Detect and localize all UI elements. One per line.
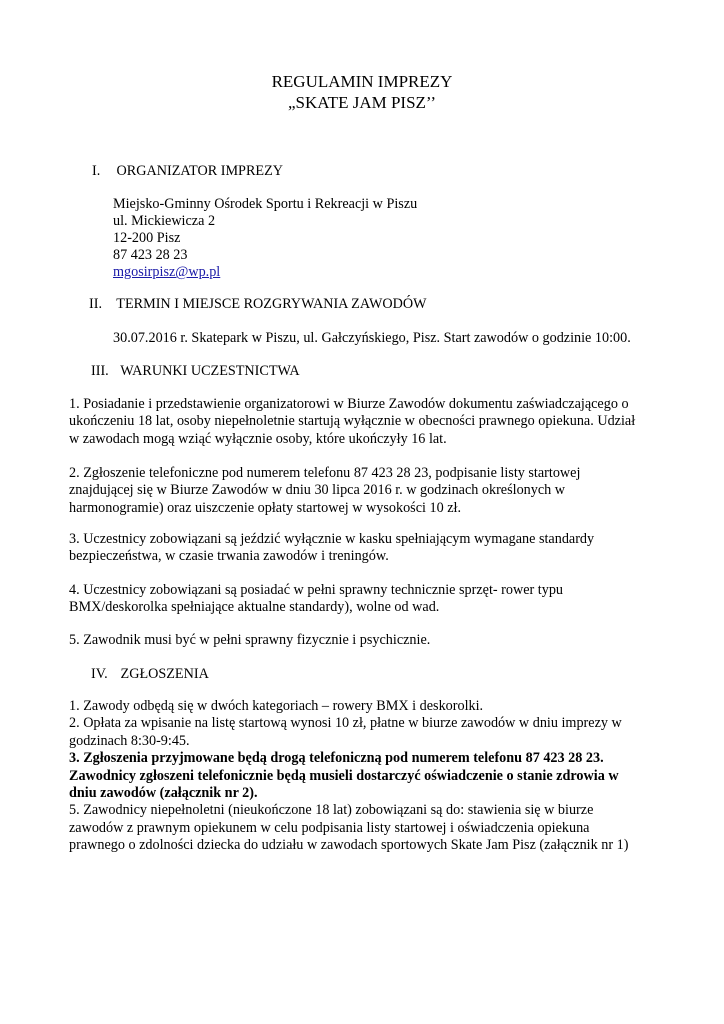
section-4-title: ZGŁOSZENIA (120, 666, 209, 682)
registration-line: zawodów z prawnym opiekunem w celu podpisania listy startowej i oświadczenia opiekuna (69, 819, 590, 836)
organizer-street: ul. Mickiewicza 2 (113, 213, 216, 229)
registration-line: 1. Zawody odbędą się w dwóch kategoriach – rowery BMX i deskorolki. (69, 698, 484, 714)
organizer-city: 12-200 Pisz (113, 230, 181, 246)
condition-5 (69, 632, 659, 649)
condition-2-line: znajdującej się w Biurze Zawodów w dniu 30 lipca 2016 r. w godzinach określonych w (69, 482, 566, 499)
section-3-numeral: III. (91, 363, 109, 379)
organizer-name: Miejsko-Gminny Ośrodek Sportu i Rekreacji w Piszu (113, 196, 418, 212)
condition-4-line: 4. Uczestnicy zobowiązani są posiadać w pełni sprawny technicznie sprzęt- rower typu (69, 582, 564, 598)
organizer-phone: 87 423 28 23 (113, 247, 188, 263)
section-2-title: TERMIN I MIEJSCE ROZGRYWANIA ZAWODÓW (116, 296, 427, 312)
condition-4-line: BMX/deskorolka spełniające aktualne standardy), wolne od wad. (69, 599, 440, 616)
registration-line: godzinach 8:30-9:45. (69, 732, 190, 749)
section-1-heading (92, 163, 283, 180)
section-3-title: WARUNKI UCZESTNICTWA (120, 363, 300, 379)
section-3-heading (91, 363, 300, 380)
event-date-location: 30.07.2016 r. Skatepark w Piszu, ul. Gałczyńskiego, Pisz. Start zawodów o godzinie 10:00. (113, 330, 631, 346)
registration-list (69, 698, 659, 855)
condition-3 (69, 531, 659, 566)
condition-4 (69, 582, 659, 617)
document-subtitle: „SKATE JAM PISZ’’ (288, 93, 436, 112)
condition-1 (69, 396, 659, 448)
condition-3-line: 3. Uczestnicy zobowiązani są jeździć wyłącznie w kasku spełniającym wymagane standardy (69, 531, 595, 547)
registration-line-bold: dniu zawodów (załącznik nr 2). (69, 785, 258, 802)
registration-line-bold: Zawodnicy zgłoszeni telefonicznie będą musieli dostarczyć oświadczenie o stanie zdrowia w (69, 767, 619, 784)
condition-2-line: 2. Zgłoszenie telefoniczne pod numerem telefonu 87 423 28 23, podpisanie listy startowej (69, 465, 581, 481)
registration-line: prawnego o zdolności dziecka do udziału w zawodach sportowych Skate Jam Pisz (załącznik nr 1) (69, 837, 629, 854)
section-2-heading (89, 296, 426, 313)
section-1-title: ORGANIZATOR IMPREZY (116, 163, 283, 179)
section-4-numeral: IV. (91, 666, 108, 682)
condition-1-line: 1. Posiadanie i przedstawienie organizatorowi w Biurze Zawodów dokumentu zaświadczającego o (69, 396, 629, 412)
condition-2 (69, 465, 659, 517)
document-title: REGULAMIN IMPREZY (271, 72, 453, 91)
condition-2-line: harmonogramie) oraz uiszczenie opłaty startowej w wysokości 10 zł. (69, 499, 461, 516)
registration-line: 2. Opłata za wpisanie na listę startową wynosi 10 zł, płatne w biurze zawodów w dniu imprezy w (69, 715, 622, 732)
organizer-email-line (113, 264, 220, 281)
condition-3-line: bezpieczeństwa, w czasie trwania zawodów i treningów. (69, 548, 389, 565)
condition-1-line: w zawodach mogą wziąć wyłącznie osoby, które ukończyły 16 lat. (69, 430, 447, 447)
section-4-heading (91, 666, 209, 683)
registration-line-bold: 3. Zgłoszenia przyjmowane będą drogą telefoniczną pod numerem telefonu 87 423 28 23. (69, 750, 604, 767)
condition-1-line: ukończeniu 18 lat, osoby niepełnoletnie startują wyłącznie w obecności prawnego opiekuna. Udział (69, 413, 636, 430)
section-1-numeral: I. (92, 163, 101, 179)
condition-5-line: 5. Zawodnik musi być w pełni sprawny fizycznie i psychicznie. (69, 632, 431, 648)
registration-line: 5. Zawodnicy niepełnoletni (nieukończone 18 lat) zobowiązani są do: stawienia się w biurze (69, 802, 594, 819)
section-2-numeral: II. (89, 296, 102, 312)
organizer-email-link[interactable]: mgosirpisz@wp.pl (113, 264, 221, 280)
